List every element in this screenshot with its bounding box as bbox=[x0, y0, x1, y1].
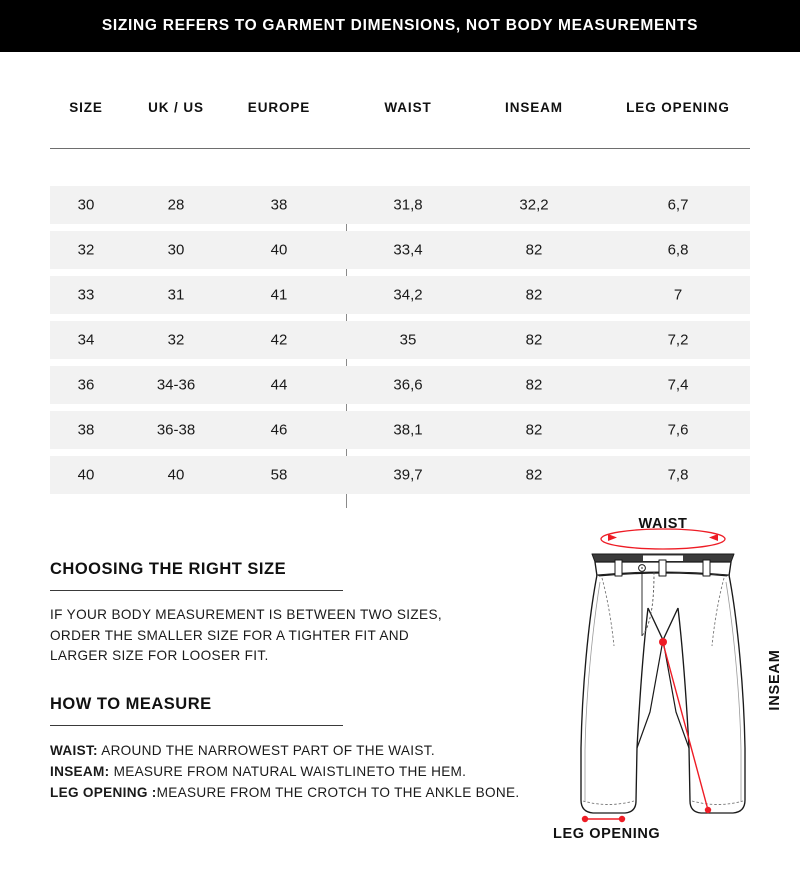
cell-uk-us: 36-38 bbox=[156, 421, 196, 439]
cell-leg-opening: 7,8 bbox=[667, 466, 689, 484]
table-body bbox=[50, 186, 750, 508]
table-header-row bbox=[50, 88, 750, 150]
cell-size: 32 bbox=[77, 241, 95, 259]
table-row bbox=[50, 231, 750, 269]
measure-desc: AROUND THE NARROWEST PART OF THE WAIST. bbox=[97, 742, 435, 758]
measure-term: LEG OPENING : bbox=[50, 784, 157, 800]
pants-illustration bbox=[581, 554, 745, 813]
pants-measurement-diagram bbox=[530, 512, 800, 857]
cell-leg-opening: 7 bbox=[673, 286, 683, 304]
cell-size: 30 bbox=[77, 196, 95, 214]
choosing-line: IF YOUR BODY MEASUREMENT IS BETWEEN TWO SIZES, bbox=[50, 607, 442, 622]
cell-waist: 38,1 bbox=[393, 421, 423, 439]
cell-leg-opening: 7,4 bbox=[667, 376, 689, 394]
table-row bbox=[50, 186, 750, 224]
measure-item bbox=[50, 761, 520, 782]
measure-term: WAIST: bbox=[50, 742, 98, 758]
cell-europe: 41 bbox=[270, 286, 288, 304]
measure-desc: MEASURE FROM NATURAL WAISTLINETO THE HEM. bbox=[109, 763, 467, 779]
cell-waist: 39,7 bbox=[393, 466, 423, 484]
cell-size: 36 bbox=[77, 376, 95, 394]
cell-uk-us: 31 bbox=[167, 286, 185, 304]
inseam-label: INSEAM bbox=[767, 649, 783, 711]
header-divider-rule bbox=[50, 148, 750, 149]
choosing-line: LARGER SIZE FOR LOOSER FIT. bbox=[50, 648, 269, 663]
measure-item bbox=[50, 782, 520, 803]
cell-leg-opening: 6,8 bbox=[667, 241, 689, 259]
cell-waist: 35 bbox=[399, 331, 417, 349]
cell-europe: 42 bbox=[270, 331, 288, 349]
choosing-size-title: CHOOSING THE RIGHT SIZE bbox=[50, 560, 287, 578]
cell-leg-opening: 7,6 bbox=[667, 421, 689, 439]
column-header-size: SIZE bbox=[69, 100, 103, 115]
cell-europe: 58 bbox=[270, 466, 288, 484]
measure-desc: MEASURE FROM THE CROTCH TO THE ANKLE BONE. bbox=[156, 784, 520, 800]
how-to-measure-title: HOW TO MEASURE bbox=[50, 694, 212, 713]
cell-leg-opening: 6,7 bbox=[667, 196, 689, 214]
cell-waist: 36,6 bbox=[393, 376, 423, 394]
choosing-size-rule bbox=[50, 590, 343, 591]
cell-size: 40 bbox=[77, 466, 95, 484]
banner-title: SIZING REFERS TO GARMENT DIMENSIONS, NOT BODY MEASUREMENTS bbox=[101, 17, 699, 34]
cell-inseam: 82 bbox=[525, 286, 543, 304]
column-header-inseam: INSEAM bbox=[505, 100, 563, 115]
table-row bbox=[50, 321, 750, 359]
cell-inseam: 82 bbox=[525, 241, 543, 259]
cell-uk-us: 32 bbox=[167, 331, 185, 349]
measure-term: INSEAM: bbox=[50, 763, 110, 779]
cell-europe: 46 bbox=[270, 421, 288, 439]
cell-uk-us: 28 bbox=[167, 196, 185, 214]
section-spacer bbox=[50, 667, 520, 695]
waist-label: WAIST bbox=[638, 516, 688, 532]
cell-inseam: 82 bbox=[525, 331, 543, 349]
table-row bbox=[50, 411, 750, 449]
cell-size: 33 bbox=[77, 286, 95, 304]
table-row bbox=[50, 456, 750, 494]
cell-inseam: 82 bbox=[525, 376, 543, 394]
cell-uk-us: 30 bbox=[167, 241, 185, 259]
cell-inseam: 32,2 bbox=[519, 196, 549, 214]
how-to-measure-body bbox=[50, 740, 520, 803]
cell-uk-us: 40 bbox=[167, 466, 185, 484]
cell-uk-us: 34-36 bbox=[156, 376, 196, 394]
cell-waist: 33,4 bbox=[393, 241, 423, 259]
info-panel bbox=[50, 560, 520, 803]
cell-europe: 38 bbox=[270, 196, 288, 214]
measure-item bbox=[50, 740, 520, 761]
cell-inseam: 82 bbox=[525, 421, 543, 439]
waist-measure-arrow bbox=[601, 529, 725, 549]
column-header-leg-opening: LEG OPENING bbox=[626, 100, 730, 115]
table-row bbox=[50, 276, 750, 314]
choosing-line: ORDER THE SMALLER SIZE FOR A TIGHTER FIT AND bbox=[50, 627, 410, 643]
leg-opening-measure-line bbox=[582, 816, 625, 822]
table-row bbox=[50, 366, 750, 404]
column-header-europe: EUROPE bbox=[247, 100, 311, 115]
cell-europe: 44 bbox=[270, 376, 288, 394]
cell-size: 34 bbox=[77, 331, 95, 349]
leg-opening-label: LEG OPENING bbox=[553, 826, 661, 842]
cell-inseam: 82 bbox=[525, 466, 543, 484]
cell-leg-opening: 7,2 bbox=[667, 331, 689, 349]
header-banner bbox=[0, 0, 800, 52]
cell-waist: 34,2 bbox=[393, 286, 423, 304]
cell-waist: 31,8 bbox=[393, 196, 423, 214]
cell-europe: 40 bbox=[270, 241, 288, 259]
how-to-measure-rule bbox=[50, 725, 343, 726]
cell-size: 38 bbox=[77, 421, 95, 439]
choosing-size-body bbox=[50, 605, 520, 667]
column-header-uk-us: UK / US bbox=[148, 100, 204, 115]
column-header-waist: WAIST bbox=[384, 100, 432, 115]
size-table bbox=[50, 88, 750, 508]
